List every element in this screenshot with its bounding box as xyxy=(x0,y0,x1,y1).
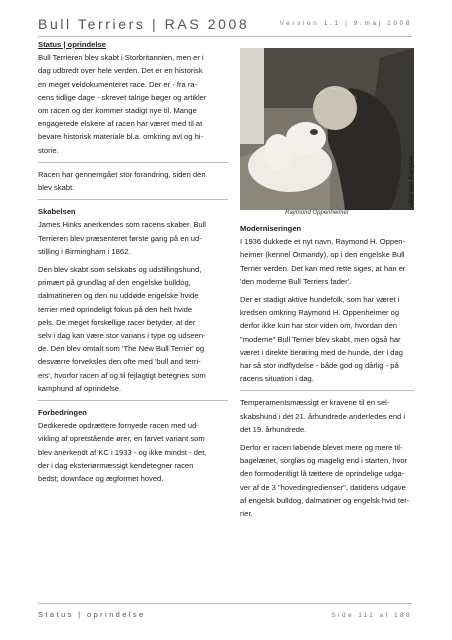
text-line: ers', hvorfor racen af og til fejlagtigt betegnes som xyxy=(38,370,206,380)
section-heading-moderniseringen: Moderniseringen xyxy=(240,224,302,233)
text-line: dag udbredt over hele verden. Det er en historisk xyxy=(38,66,203,76)
text-line: bagelænet, sorgløs og magelig end i starten, hvor xyxy=(240,456,408,466)
section-paragraph xyxy=(38,218,228,258)
footer-divider xyxy=(38,603,412,604)
section-heading-forbedringen: Forbedringen xyxy=(38,408,87,418)
text-line: James Hinks anerkendes som racens skaber. Bull xyxy=(38,220,206,230)
text-line: rier. xyxy=(240,509,253,519)
text-line: Dedikerede opdrættere fornyede racen med ud- xyxy=(38,421,199,431)
footer-section-label: Status | oprindelse xyxy=(38,610,146,619)
text-line: Terrier verden. Det kan med rette siges, at han er xyxy=(240,263,406,273)
text-line: Temperamentsmæssigt er kravene til en sel- xyxy=(240,398,390,408)
photo-credit: Alice van Kampen xyxy=(408,155,415,208)
text-line: kredsen omkring Raymond H. Oppenheimer og xyxy=(240,308,400,318)
text-line: heimer (kennel Ormandy), op i den engelske Bull xyxy=(240,250,405,260)
paragraph-divider xyxy=(38,162,228,163)
header-divider xyxy=(38,36,412,37)
text-line: har så stor indflydelse - både god og dårlig - på xyxy=(240,361,399,371)
text-line: de. Den blev omtalt som 'The New Bull Terrier' og xyxy=(38,344,205,354)
document-title: Bull Terriers | RAS 2008 xyxy=(38,16,250,32)
text-line: dalmatineren og den nu uddøde engelske hvide xyxy=(38,291,199,301)
text-line: stilling i Birmingham i 1862. xyxy=(38,246,131,256)
text-line: kamphund af oprindelse. xyxy=(38,383,122,393)
paragraph-divider xyxy=(38,199,228,200)
text-line: af engelsk bulldog, dalmatiner og engelsk hvid ter- xyxy=(240,495,410,505)
version-label: Version 1.1 | 9.maj 2008 xyxy=(279,20,412,27)
section-paragraph xyxy=(240,235,414,288)
text-line: racens situation i dag. xyxy=(240,374,314,384)
text-line: en meget veldokumenteret race. Der er - fra ra- xyxy=(38,79,198,89)
text-line: I 1936 dukkede et nyt navn, Raymond H. Oppen- xyxy=(240,237,406,247)
text-line: Den blev skabt som selskabs og udstillingshund, xyxy=(38,265,202,275)
page-number: Side 111 af 188 xyxy=(331,612,412,619)
section-paragraph xyxy=(240,396,414,436)
text-line: pels. De meget forskellige racer betyder, at der xyxy=(38,317,196,327)
text-line: blev skabt. xyxy=(38,183,75,193)
left-column xyxy=(38,38,228,485)
text-line: Bull Terrieren blev skabt i Storbritannien, men er i xyxy=(38,53,204,63)
section-paragraph xyxy=(240,293,414,385)
section-paragraph xyxy=(38,263,228,395)
text-line: 'den moderne Bull Terriers fader'. xyxy=(240,276,352,286)
text-line: der i dag eksteriørmæssigt kendetegner racen xyxy=(38,460,194,470)
text-line: selv i dag kan være stor varians i type og udseen- xyxy=(38,331,206,341)
section-heading-skabelsen: Skabelsen xyxy=(38,207,76,217)
section-heading-status: Status | oprindelse xyxy=(38,40,106,49)
text-line: bedst; downface og ægformet hoved. xyxy=(38,474,164,484)
text-line: Terrieren blev præsenteret første gang på en ud- xyxy=(38,233,202,243)
text-line: desværre forveksles den ofte med 'bull and terri- xyxy=(38,357,201,367)
text-line: Derfor er racen løbende blevet mere og mere til- xyxy=(240,443,403,453)
paragraph-divider xyxy=(240,390,414,391)
section-paragraph xyxy=(38,51,228,157)
text-line: Der er stadigt aktive hundefolk, som har været i xyxy=(240,295,400,305)
text-line: skabshund i det 21. århundrede anderledes end i xyxy=(240,411,406,421)
text-line: om racen og der kommer stadigt nye til. Mange xyxy=(38,106,197,116)
text-line: cens tidlige dage - skrevet talrige bøger og artikler xyxy=(38,92,207,102)
text-line: vikling af opretstående ører, en farvet variant som xyxy=(38,434,205,444)
text-line: primært på grundlag af den engelske bulldog, xyxy=(38,278,191,288)
text-line: storie. xyxy=(38,145,59,155)
photo-caption: Raymond Oppenheimer xyxy=(285,210,349,216)
section-paragraph xyxy=(240,441,414,520)
text-line: Racen har gennemgået stor forandring, siden den xyxy=(38,169,206,179)
text-line: "moderne" Bull Terrier blev skabt, men også har xyxy=(240,334,401,344)
text-line: blev anerkendt af KC i 1933 - og ikke mindst - det, xyxy=(38,447,207,457)
section-paragraph xyxy=(38,419,228,485)
text-line: terrier med oprindeligt fokus på den helt hvide xyxy=(38,304,193,314)
text-line: bevare historisk materiale bl.a. omkring avl og hi- xyxy=(38,132,204,142)
paragraph-divider xyxy=(38,400,228,401)
text-line: den formodentligt lå tættere de oprindelige udga- xyxy=(240,469,405,479)
section-paragraph xyxy=(38,168,228,194)
right-column xyxy=(240,222,414,520)
text-line: været i direkte berøring med de hunde, der i dag xyxy=(240,347,403,357)
text-line: engagerede elskere af racen har været med til at xyxy=(38,119,203,129)
text-line: ver af de 3 "hovedingredienser", datidens udgave xyxy=(240,482,406,492)
photo-raymond-oppenheimer xyxy=(240,48,414,210)
text-line: det 19. århundrede. xyxy=(240,424,307,434)
text-line: derfor ikke kun har stor viden om, hvordan den xyxy=(240,321,398,331)
